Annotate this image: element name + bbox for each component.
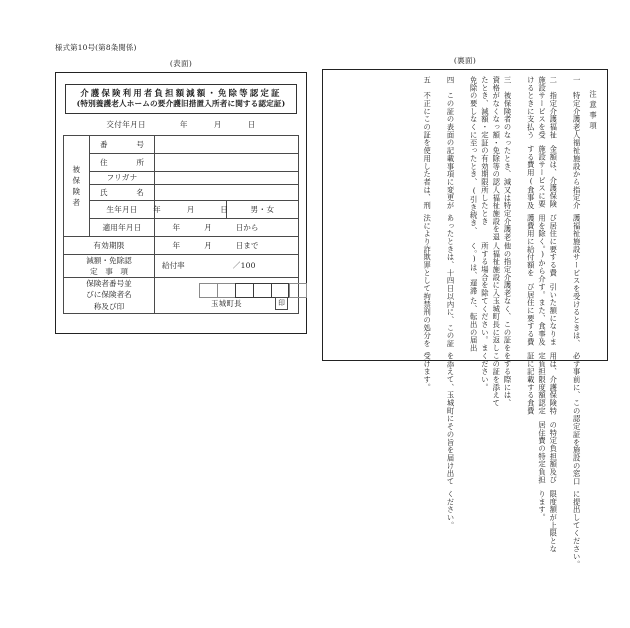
insured-head-char-4: 者 [72, 197, 81, 207]
notice-item-5: 五 不正にこの証を使用した者は、刑法により詐欺罪として拘禁刑の処分を受けます。 [423, 76, 433, 392]
row-label-dob: 生年月日 [90, 200, 155, 218]
insurer-label-line1: 保険者番号並 [86, 278, 132, 288]
table-row-address [64, 153, 299, 171]
insured-person-vertical-header [64, 135, 90, 236]
insurer-label-line3: 称及び印 [93, 302, 125, 312]
insurer-label-line2: びに保険者名 [86, 290, 132, 300]
row-label-name [90, 184, 155, 200]
insurer-number-cell-3[interactable] [235, 283, 253, 298]
notice-item-1: 一 特定介護老人福祉施設から指定介護福祉施設サービスを受けるときは、必ず事前に、この認定証を施設の窓口に提出してください。 [572, 76, 582, 569]
row-label-expiry: 有効期限 [64, 236, 155, 254]
notice-vertical-text-wrap [329, 76, 601, 569]
notice-item-2: 二 指定介護福祉施設サービスを受けるときに支払う金額は、介護保険施設サービスに要する費用(食事及び居住に要する費用を除く。)から介護費用に給付額を引いた額になります。また、食事及び居住に要する費用は、介護保険特定負担限度額認定証に記載する食費の特定負担額及び居住費の特定負担限度額が上限となります。 [526, 76, 559, 553]
expiry-year-unit: 年 [172, 240, 181, 250]
back-side-caption: (裏面) [453, 56, 477, 65]
row-label-insurer [64, 277, 155, 313]
front-side-caption: (表面) [169, 59, 193, 69]
notice-item-3: 三 被保険者の資格がなくなったとき、減額・免除の要しなくなったとき、減額・免除等の認定証の有効期限に至ったとき、又は特定介護老人福祉施設を退所したとき(引き続き、他の指定介護老人福祉施設に入所する場合を除く。)は、遅滞なく、この証を玉城町長に返してください。また、転出の届出をする際には、この証を添えてください。 [469, 76, 513, 407]
reduction-label-line2: 定 事 項 [90, 266, 128, 276]
certificate-title-main: 介護保険利用者負担額減額・免除等認定証 [80, 88, 282, 99]
insurer-number-cell-6[interactable] [289, 283, 307, 298]
insurer-number-cell-5[interactable] [271, 283, 289, 298]
insurer-number-cell-2[interactable] [217, 283, 235, 298]
benefit-rate-value: ／100 [232, 261, 256, 271]
field-name-value[interactable] [155, 184, 299, 200]
field-address-value[interactable] [155, 153, 299, 171]
name-label-b: 名 [136, 187, 144, 197]
issue-date-row [63, 119, 299, 130]
issue-date-month: 月 [213, 119, 222, 129]
table-row-expiry [64, 236, 299, 254]
row-label-address [90, 153, 155, 171]
front-side-panel [55, 44, 307, 334]
field-number-value[interactable] [155, 135, 299, 153]
table-row-name [64, 184, 299, 200]
address-label-a: 住 [100, 157, 108, 167]
name-label-a: 氏 [100, 187, 108, 197]
field-dob-value[interactable] [155, 200, 227, 218]
dob-day-unit: 日 [220, 204, 228, 214]
table-row-reduction [64, 254, 299, 277]
notice-item-4: 四 この証の表面の記載事項に変更があったときは、十四日以内に、この証を添えて、玉城町にその旨を届け出てください。 [446, 76, 456, 530]
table-row-apply-date [64, 218, 299, 236]
number-label-a: 番 [100, 139, 108, 149]
field-sex-value[interactable]: 男・女 [227, 200, 299, 218]
dob-month-unit: 月 [186, 204, 195, 214]
field-apply-date-value[interactable] [155, 218, 299, 236]
issue-date-year: 年 [179, 119, 188, 129]
field-furigana-value[interactable] [155, 171, 299, 184]
insured-head-char-1: 被 [72, 164, 81, 174]
issue-date-day: 日 [247, 119, 256, 129]
certificate-title-box [65, 84, 297, 113]
apply-month-unit: 月 [204, 222, 212, 232]
insurer-number-cell-1[interactable] [199, 283, 217, 298]
certificate-front-box [55, 72, 307, 334]
row-label-apply-date: 適用年月日 [90, 218, 155, 236]
benefit-rate-label: 給付率 [162, 261, 185, 271]
row-label-furigana: フリガナ [90, 171, 155, 184]
notice-heading: 注意事項 [589, 90, 598, 132]
dob-year-unit: 年 [153, 204, 161, 214]
row-label-reduction [64, 254, 155, 277]
back-side-panel [322, 55, 608, 569]
row-label-number [90, 135, 155, 153]
certificate-title-sub: (特別養護老人ホームの要介護旧措置入所者に関する認定証) [76, 99, 286, 109]
insured-head-char-2: 保 [72, 175, 81, 185]
insured-head-char-3: 険 [72, 186, 81, 196]
apply-year-unit: 年 [172, 222, 181, 232]
insurer-number-boxes[interactable] [199, 283, 307, 298]
issue-date-label: 交付年月日 [106, 119, 146, 129]
form-number: 様式第10号(第8条関係) [55, 43, 137, 52]
apply-day-unit: 日から [235, 222, 259, 232]
certificate-back-box [322, 69, 608, 569]
table-row-number [64, 135, 299, 153]
field-expiry-value[interactable] [155, 236, 299, 254]
number-label-b: 号 [136, 139, 144, 149]
reduction-label-line1: 減額・免除認 [86, 255, 132, 265]
insured-person-table [63, 135, 299, 314]
expiry-day-unit: 日まで [235, 240, 259, 250]
table-row-dob [64, 200, 299, 218]
address-label-b: 所 [136, 157, 144, 167]
insurer-number-cell-4[interactable] [253, 283, 271, 298]
expiry-month-unit: 月 [204, 240, 212, 250]
table-row-furigana [64, 171, 299, 184]
seal-stamp-box[interactable]: 印 [275, 297, 288, 310]
field-benefit-rate[interactable] [155, 254, 299, 277]
insurer-mayor-name: 玉城町長 [211, 298, 242, 308]
field-insurer-value[interactable] [155, 277, 299, 313]
table-row-insurer [64, 277, 299, 313]
